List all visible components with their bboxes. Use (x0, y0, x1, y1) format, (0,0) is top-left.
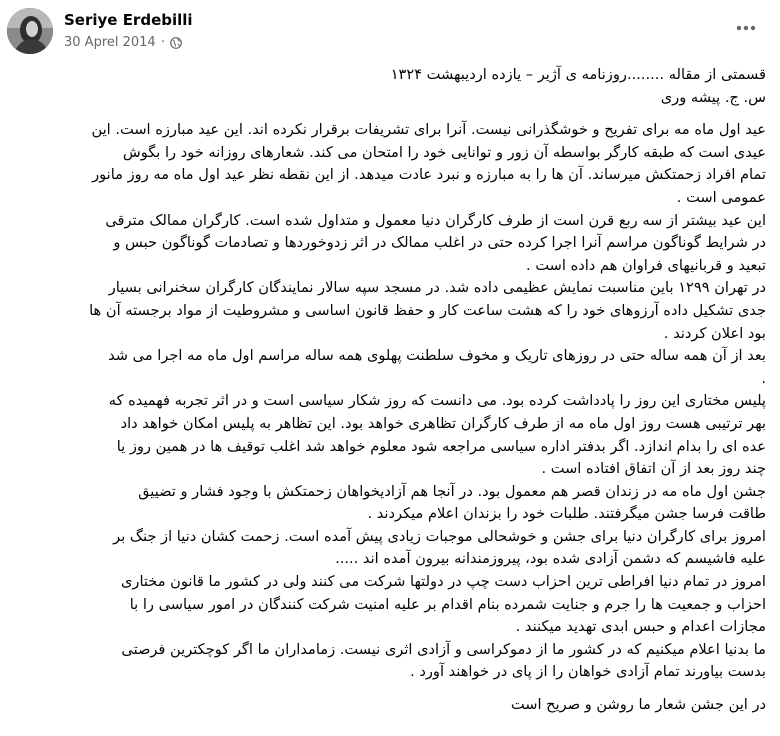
post-line: جشن اول ماه مه در زندان قصر هم معمول بود. در آنجا هم آزادیخواهان زحمتکش با وجود فشار و تضییق (138, 482, 766, 500)
post-line: قسمتی از مقاله ........روزنامه ی آژیر – یازده اردیبهشت ۱۳۲۴ (390, 66, 766, 83)
post-line: عمومی است . (676, 188, 766, 206)
post-text (14, 64, 766, 717)
post-line: این عید بیشتر از سه ربع قرن است از طرف کارگران دنیا معمول و متداول شده است. کارگران ممالک مترقی (105, 211, 766, 229)
meta-separator: · (160, 35, 165, 50)
post-line: امروز در تمام دنیا افراطی ترین احزاب دست چپ در دولتها شرکت می کنند ولی در کشور ما قانون مختاری (120, 573, 766, 591)
avatar-photo (7, 8, 53, 54)
author-name[interactable]: Seriye Erdebilli (64, 11, 193, 29)
post-line: عیدی است که طبقه کارگر بواسطه آن زور و توانایی خود را امتحان می کند. شعارهای روزانه خود را بگوش (122, 143, 766, 161)
post-meta (64, 35, 182, 50)
post-line: علیه فاشیسم که دشمن آزادی شده بود، پیروزمندانه بیرون آمده اند ..... (335, 550, 766, 568)
post-line: در تهران ۱۲۹۹ باین مناسبت نمایش عظیمی داده شد. در مسجد سپه سالار نمایندگان کارگران سخنرانی بسیار (108, 279, 766, 297)
post-line: عید اول ماه مه برای تفریح و خوشگذرانی نیست. آنرا برای تشریفات برقرار نکرده اند. این عید مبارزه است. این (91, 121, 766, 139)
post-line: امروز برای کارگران دنیا برای جشن و خوشحالی موجبات زیادی پیش آمده است. زحمت کشان دنیا از جنگ بر (113, 527, 766, 545)
post-line: بعد از آن همه ساله حتی در روزهای تاریک و مخوف سلطنت پهلوی همه ساله مراسم اول ماه مه اجرا می شد (108, 347, 766, 365)
post-line: بود اعلان کردند . (663, 324, 766, 342)
post-line: عده ای را بدام اندازد. اگر بدفتر اداره سیاسی مراجعه شود معلوم خواهد شد اغلب توقیف ها در همین روز یا (116, 437, 766, 455)
post-date[interactable]: 30 Aprel 2014 (64, 35, 156, 50)
post-line: تبعید و قربانیهای فراوان هم داده است . (526, 256, 766, 274)
post-line: در این جشن شعار ما روشن و صریح است (510, 696, 766, 714)
more-options-icon[interactable] (732, 18, 760, 38)
post-line: جدی تشکیل داده آرزوهای خود را که هشت ساعت کار و حفظ قانون اساسی و مشروطیت از مواد برجسته آن ها (89, 301, 766, 319)
post-line: ما بدنیا اعلام میکنیم که در کشور ما از دموکراسی و آزادی اثری نیست. زمامداران ما اگر کوچکترین فرصتی (121, 640, 766, 658)
avatar[interactable] (7, 8, 53, 54)
post-line: در شرایط گوناگون مراسم آنرا اجرا کرده حتی در اغلب ممالک در اثر زدوخوردها و تصادمات گوناگون حبس و (113, 234, 766, 252)
post-line: . (761, 369, 766, 387)
post-line: احزاب و جمعیت ها را جرم و جنایت شمرده بنام اقدام بر علیه امنیت شرکت کنندگان در امور سیاسی را با (129, 595, 766, 613)
globe-icon[interactable] (170, 37, 182, 49)
post-line: بهر ترتیبی هست روز اول ماه مه از طرف کارگران تظاهری خواهد بود. این تظاهر به پلیس امکان خواهد داد (120, 414, 766, 432)
post-line: پلیس مختاری این روز را پادداشت کرده بود. می دانست که روز شکار سیاسی است و در اثر تجربه فهمیده که (108, 392, 766, 410)
post-line: مجازات اعدام و حبس ابدی تهدید میکنند . (515, 618, 766, 636)
post-line: س. ج. پیشه وری (660, 88, 766, 106)
post-line: طاقت فرسا جشن میگرفتند. طلبات خود را بزندان اعلام میکردند . (367, 505, 766, 523)
post-line: چند روز بعد از آن اتفاق افتاده است . (541, 460, 766, 478)
post-header (0, 0, 780, 60)
post-line: تمام افراد زحمتکش میرساند. آن ها را به مبارزه و نبرد عادت میدهد. از این نقطه نظر عید اول ماه مه روز مانور (92, 166, 766, 184)
post-line: بدست بیاورند تمام آزادی خواهان را از پای در خواهند آورد . (410, 663, 766, 681)
